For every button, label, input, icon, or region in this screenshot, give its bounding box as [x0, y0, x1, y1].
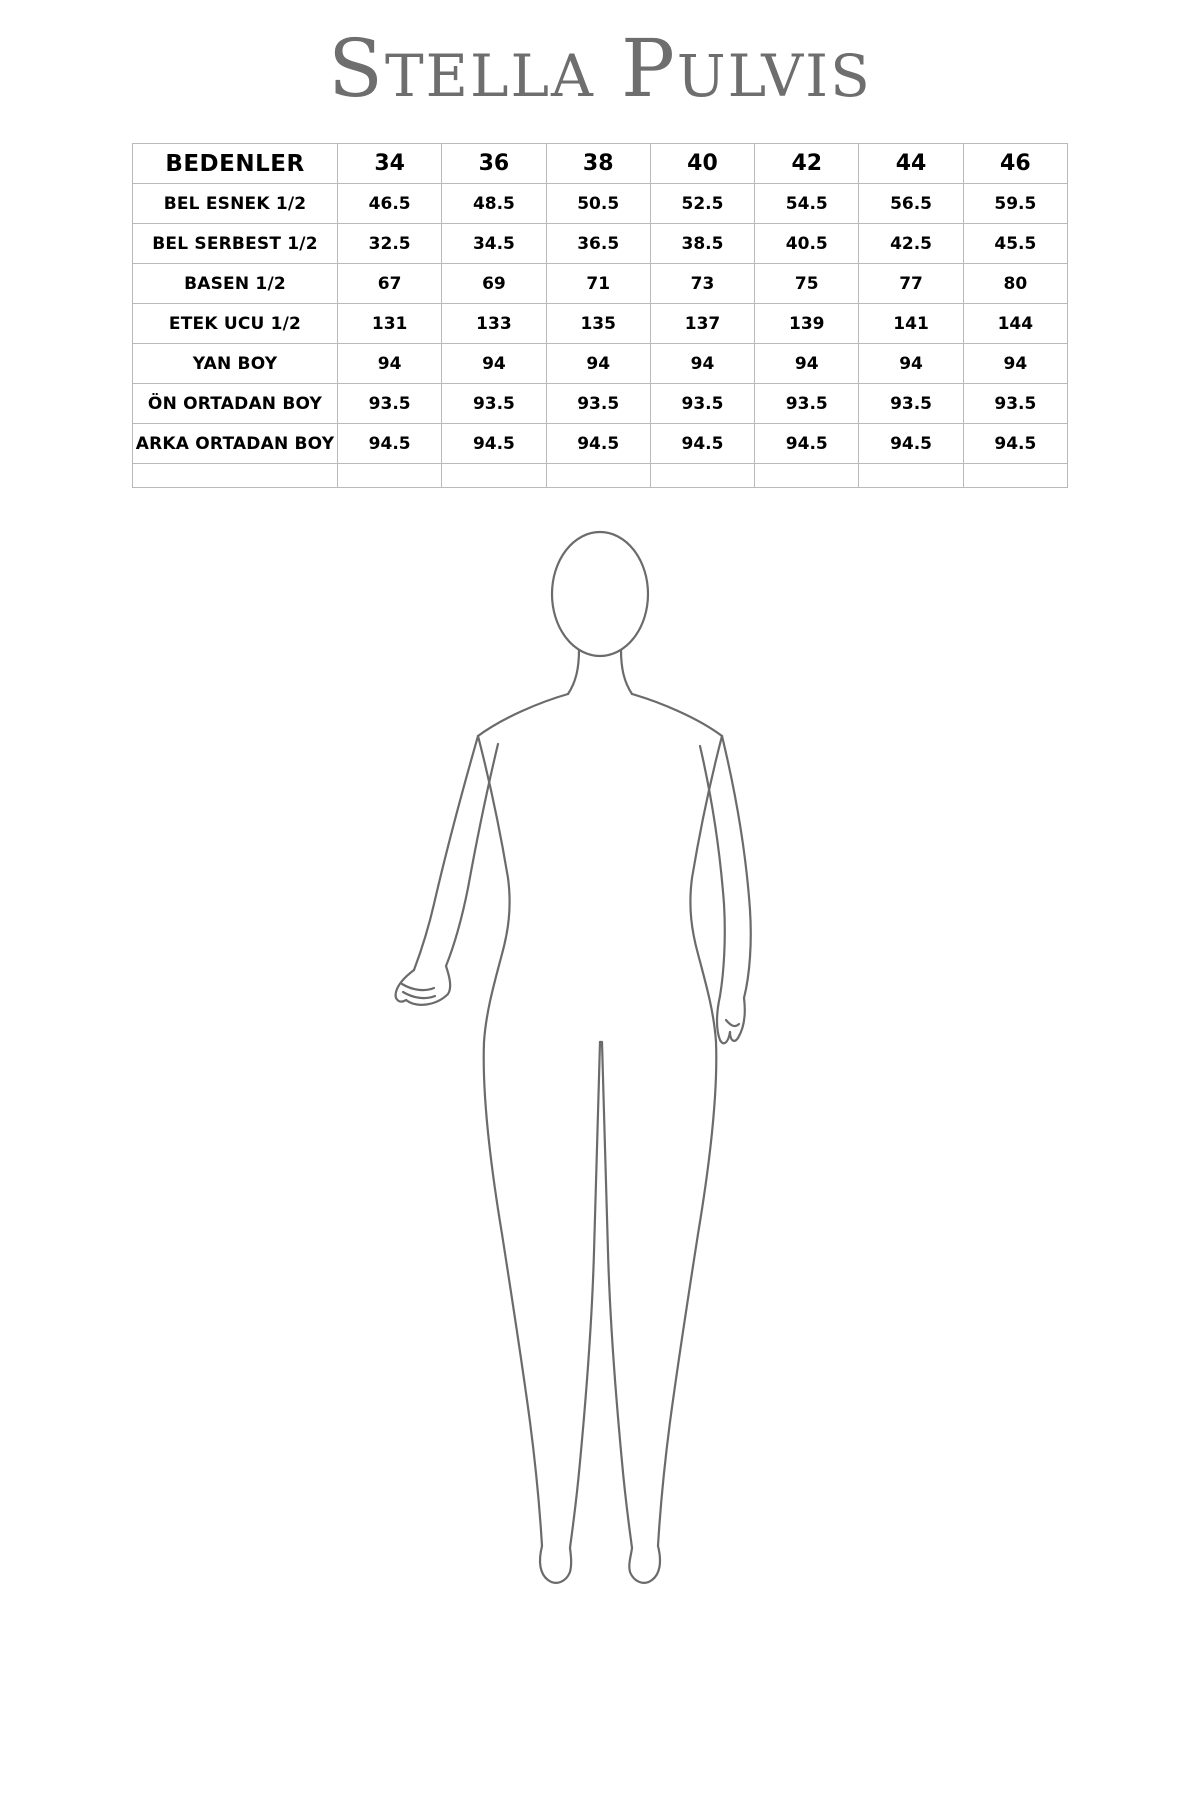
leg-left-outer — [484, 1042, 542, 1546]
cell: 94.5 — [442, 424, 546, 464]
cell: 67 — [338, 264, 442, 304]
table-row — [133, 344, 1068, 384]
cell: 52.5 — [650, 184, 754, 224]
spacer-cell — [859, 464, 963, 488]
row-label-bel-esnek: BEL ESNEK 1/2 — [133, 184, 338, 224]
cell: 93.5 — [546, 384, 650, 424]
table-row — [133, 264, 1068, 304]
shoulder-right — [632, 694, 722, 736]
cell: 94 — [963, 344, 1067, 384]
foot-right — [629, 1546, 660, 1583]
header-size-40: 40 — [650, 144, 754, 184]
cell: 94.5 — [546, 424, 650, 464]
cell: 135 — [546, 304, 650, 344]
torso-left-outline — [478, 736, 510, 1042]
cell: 94.5 — [650, 424, 754, 464]
cell: 94.5 — [859, 424, 963, 464]
header-size-34: 34 — [338, 144, 442, 184]
cell: 93.5 — [338, 384, 442, 424]
cell: 54.5 — [755, 184, 859, 224]
cell: 131 — [338, 304, 442, 344]
cell: 144 — [963, 304, 1067, 344]
hand-right-outline — [730, 998, 745, 1041]
cell: 46.5 — [338, 184, 442, 224]
spacer-cell — [963, 464, 1067, 488]
hand-right-palm — [717, 996, 730, 1043]
size-table — [132, 143, 1068, 488]
cell: 94 — [755, 344, 859, 384]
cell: 94 — [338, 344, 442, 384]
table-row — [133, 424, 1068, 464]
header-bedenler: BEDENLER — [133, 144, 338, 184]
table-row — [133, 224, 1068, 264]
cell: 94 — [546, 344, 650, 384]
cell: 32.5 — [338, 224, 442, 264]
cell: 69 — [442, 264, 546, 304]
cell: 56.5 — [859, 184, 963, 224]
arm-right-inner — [700, 746, 725, 996]
cell: 45.5 — [963, 224, 1067, 264]
foot-left — [540, 1546, 571, 1583]
spacer-cell — [133, 464, 338, 488]
neck-left — [568, 650, 579, 694]
row-label-on-ortadan-boy: ÖN ORTADAN BOY — [133, 384, 338, 424]
cell: 94 — [650, 344, 754, 384]
brand-word-pulvis: ULVIS — [676, 42, 872, 110]
cell: 94.5 — [755, 424, 859, 464]
spacer-cell — [546, 464, 650, 488]
cell: 48.5 — [442, 184, 546, 224]
arm-left-outer — [414, 736, 478, 970]
spacer-cell — [338, 464, 442, 488]
cell: 137 — [650, 304, 754, 344]
leg-left-inner — [570, 1042, 600, 1548]
cell: 94 — [859, 344, 963, 384]
neck-right — [621, 650, 632, 694]
row-label-yan-boy: YAN BOY — [133, 344, 338, 384]
table-row — [133, 304, 1068, 344]
table-row — [133, 184, 1068, 224]
cell: 93.5 — [859, 384, 963, 424]
header-size-42: 42 — [755, 144, 859, 184]
cell: 94.5 — [963, 424, 1067, 464]
leg-right-inner — [602, 1042, 632, 1548]
cell: 40.5 — [755, 224, 859, 264]
hand-left-finger-2 — [403, 992, 435, 998]
female-croquis-illustration — [390, 522, 810, 1592]
row-label-bel-serbest: BEL SERBEST 1/2 — [133, 224, 338, 264]
cell: 93.5 — [442, 384, 546, 424]
size-chart-page — [80, 0, 1120, 1592]
cell: 50.5 — [546, 184, 650, 224]
header-size-46: 46 — [963, 144, 1067, 184]
spacer-cell — [650, 464, 754, 488]
cell: 93.5 — [755, 384, 859, 424]
figure-container — [80, 522, 1120, 1592]
torso-right-outline — [690, 736, 722, 1042]
cell: 133 — [442, 304, 546, 344]
cell: 94 — [442, 344, 546, 384]
shoulder-left — [478, 694, 568, 736]
cell: 71 — [546, 264, 650, 304]
cell: 34.5 — [442, 224, 546, 264]
cell: 93.5 — [650, 384, 754, 424]
cell: 139 — [755, 304, 859, 344]
hand-left-finger-1 — [402, 984, 434, 990]
table-header-row — [133, 144, 1068, 184]
cell: 36.5 — [546, 224, 650, 264]
cell: 94.5 — [338, 424, 442, 464]
brand-initial-s: S — [328, 22, 385, 115]
spacer-cell — [755, 464, 859, 488]
size-table-container — [80, 143, 1120, 488]
cell: 80 — [963, 264, 1067, 304]
cell: 141 — [859, 304, 963, 344]
cell: 93.5 — [963, 384, 1067, 424]
brand-word-stella: TELLA — [384, 42, 595, 110]
cell: 73 — [650, 264, 754, 304]
spacer-cell — [442, 464, 546, 488]
brand-initial-p: P — [620, 22, 677, 115]
cell: 59.5 — [963, 184, 1067, 224]
header-size-44: 44 — [859, 144, 963, 184]
row-label-arka-ortadan-boy: ARKA ORTADAN BOY — [133, 424, 338, 464]
cell: 77 — [859, 264, 963, 304]
leg-right-outer — [658, 1042, 716, 1546]
arm-left-inner — [446, 744, 498, 966]
cell: 75 — [755, 264, 859, 304]
table-spacer-row — [133, 464, 1068, 488]
cell: 42.5 — [859, 224, 963, 264]
header-size-38: 38 — [546, 144, 650, 184]
arm-right-outer — [722, 736, 751, 998]
row-label-etek-ucu: ETEK UCU 1/2 — [133, 304, 338, 344]
table-row — [133, 384, 1068, 424]
row-label-basen: BASEN 1/2 — [133, 264, 338, 304]
header-size-36: 36 — [442, 144, 546, 184]
brand-wordmark — [328, 22, 872, 115]
hand-right-finger-1 — [726, 1020, 739, 1026]
cell: 38.5 — [650, 224, 754, 264]
brand-header — [80, 0, 1120, 137]
head-outline — [552, 532, 648, 656]
